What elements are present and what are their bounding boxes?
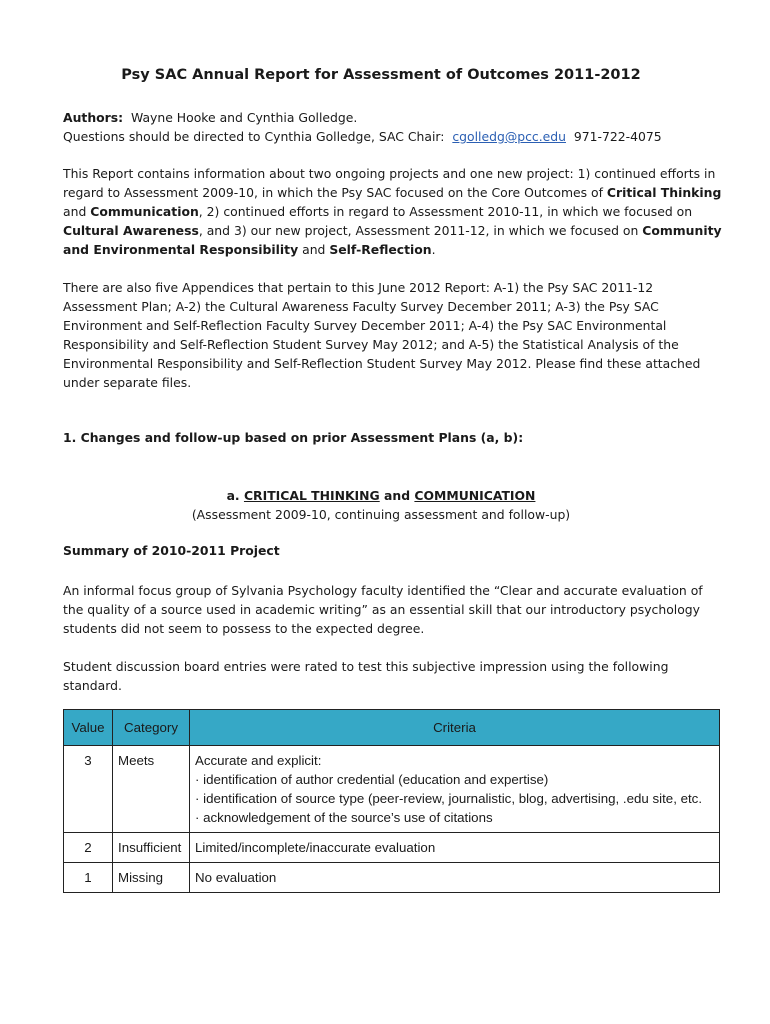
phone-number: 971-722-4075 bbox=[573, 129, 662, 144]
subsection-a-communication: COMMUNICATION bbox=[414, 488, 536, 503]
table-row bbox=[64, 833, 720, 863]
intro-bold-self-reflection: Self-Reflection bbox=[329, 242, 432, 257]
cell-criteria bbox=[190, 746, 720, 833]
intro-text-2: and bbox=[63, 204, 91, 219]
subsection-a-and: and bbox=[379, 488, 415, 503]
authors-names: Wayne Hooke and Cynthia Golledge. bbox=[131, 110, 358, 125]
appendix-paragraph: There are also five Appendices that pertain to this June 2012 Report: A-1) the Psy SAC 2011-12 Assessment Plan; A-2) the Cultural Awareness Faculty Survey December 2011; A-3) the Psy SAC Environment and Self-Reflection Faculty Survey December 2011; A-4) the Psy SAC Environmental Responsibility and Self-Reflection Student Survey May 2012; and A-5) the Statistical Analysis of the Environmental Responsibility and Self-Reflection Student Survey May 2012. Please find these attached under separate files. bbox=[63, 280, 701, 390]
cell-criteria: No evaluation bbox=[190, 863, 720, 893]
subsection-a-heading bbox=[63, 486, 699, 524]
subsection-a-critical-thinking: CRITICAL THINKING bbox=[243, 488, 380, 503]
table-header-row bbox=[64, 710, 720, 746]
header-criteria: Criteria bbox=[190, 710, 720, 746]
authors-block bbox=[63, 108, 723, 146]
table-row bbox=[64, 746, 720, 833]
intro-bold-cultural-awareness: Cultural Awareness bbox=[63, 223, 199, 238]
email-link[interactable]: cgolledg@pcc.edu bbox=[452, 129, 566, 144]
cell-category: Missing bbox=[113, 863, 190, 893]
subsection-a-subtitle: (Assessment 2009-10, continuing assessment and follow-up) bbox=[191, 507, 571, 522]
cell-category: Insufficient bbox=[113, 833, 190, 863]
intro-text-6: . bbox=[431, 242, 436, 257]
subsection-a-prefix: a. bbox=[226, 488, 244, 503]
questions-prefix: Questions should be directed to Cynthia Golledge, SAC Chair: bbox=[63, 129, 445, 144]
cell-value: 2 bbox=[64, 833, 113, 863]
intro-bold-community: Community and Environmental Responsibility bbox=[63, 223, 722, 257]
cell-value: 3 bbox=[64, 746, 113, 833]
header-category: Category bbox=[113, 710, 190, 746]
intro-text-3: , 2) continued efforts in regard to Assessment 2010-11, in which we focused on bbox=[198, 204, 693, 219]
cell-category: Meets bbox=[113, 746, 190, 833]
cell-value: 1 bbox=[64, 863, 113, 893]
page-title: Psy SAC Annual Report for Assessment of Outcomes 2011-2012 bbox=[121, 67, 641, 83]
criteria-line: · identification of source type (peer-review, journalistic, blog, advertising, .edu site, etc. bbox=[195, 791, 703, 806]
intro-text-5: and bbox=[298, 242, 330, 257]
intro-text-1: This Report contains information about two ongoing projects and one new project: 1) continued efforts in regard to Assessment 2009-10, in which the Psy SAC focused on the Core Outcomes of bbox=[63, 166, 716, 200]
criteria-table bbox=[63, 709, 720, 893]
criteria-line: · acknowledgement of the source’s use of citations bbox=[195, 810, 493, 825]
cell-criteria: Limited/incomplete/inaccurate evaluation bbox=[190, 833, 720, 863]
intro-text-4: , and 3) our new project, Assessment 2011-12, in which we focused on bbox=[198, 223, 643, 238]
table-row bbox=[64, 863, 720, 893]
header-value: Value bbox=[64, 710, 113, 746]
intro-paragraph bbox=[63, 164, 723, 259]
intro-bold-communication: Communication bbox=[90, 204, 199, 219]
focus-group-paragraph: An informal focus group of Sylvania Psychology faculty identified the “Clear and accurate evaluation of the quality of a source used in academic writing” as an essential skill that our introductory psychology students did not seem to possess to the expected degree. bbox=[63, 583, 703, 636]
section-1-heading: 1. Changes and follow-up based on prior Assessment Plans (a, b): bbox=[63, 430, 524, 445]
criteria-line: · identification of author credential (education and expertise) bbox=[195, 772, 549, 787]
summary-heading: Summary of 2010-2011 Project bbox=[63, 543, 280, 558]
authors-label: Authors: bbox=[63, 110, 124, 125]
intro-bold-critical-thinking: Critical Thinking bbox=[606, 185, 722, 200]
criteria-line: Accurate and explicit: bbox=[195, 753, 322, 768]
authors-line bbox=[63, 108, 723, 127]
student-discussion-paragraph: Student discussion board entries were rated to test this subjective impression using the following standard. bbox=[63, 659, 669, 693]
questions-line bbox=[63, 127, 723, 146]
